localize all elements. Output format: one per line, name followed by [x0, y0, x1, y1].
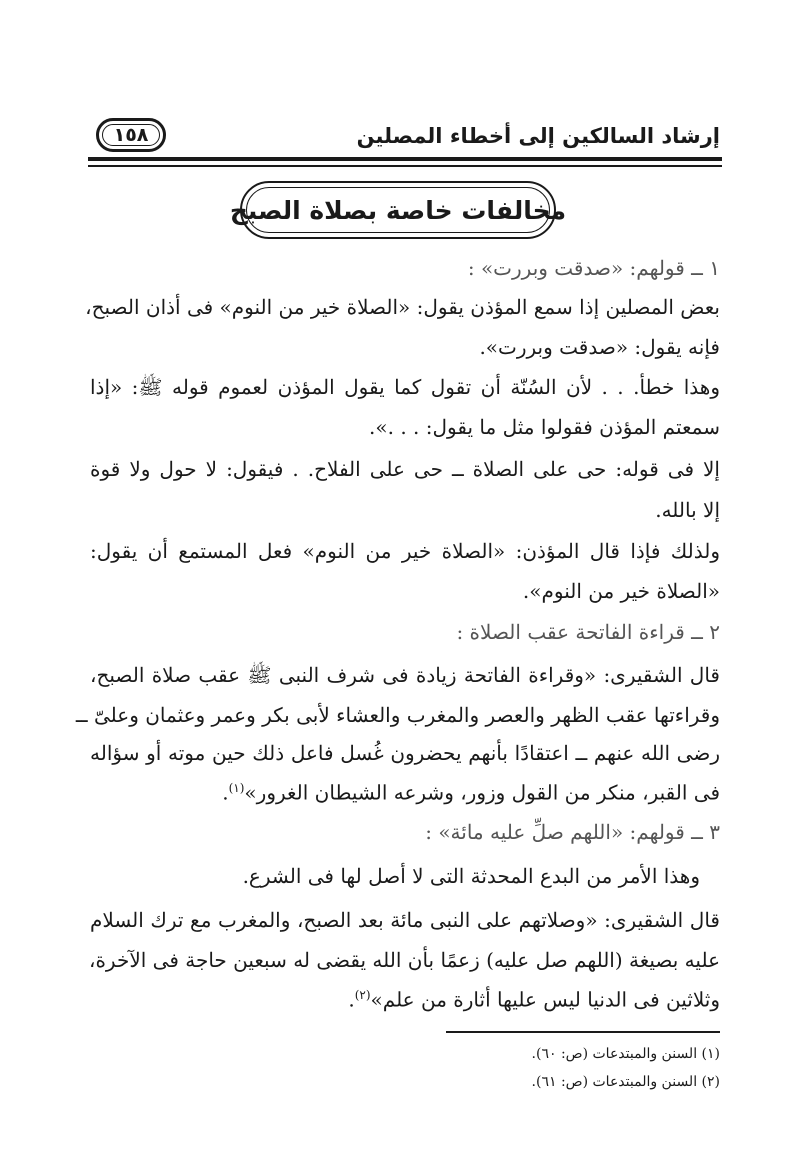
- chapter-title-frame: [229, 181, 567, 239]
- paragraph-line: عليه بصيغة (اللهم صل عليه) زعمًا بأن الله يقضى له سبعين حاجة فى الآخرة،: [89, 948, 720, 972]
- paragraph-line: وهذا الأمر من البدع المحدثة التى لا أصل لها فى الشرع.: [242, 864, 700, 888]
- paragraph-line: إلا بالله.: [655, 498, 720, 522]
- paragraph-line: قال الشقيرى: «وقراءة الفاتحة زيادة فى شرف النبى ﷺ عقب صلاة الصبح،: [90, 663, 720, 687]
- paragraph-line: قال الشقيرى: «وصلاتهم على النبى مائة بعد الصبح، والمغرب مع ترك السلام: [90, 908, 720, 932]
- paragraph-line: وقراءتها عقب الظهر والعصر والمغرب والعشاء لأبى بكر وعمر وعثمان وعلىّ ــ: [75, 703, 720, 727]
- footnote-2: (٢) السنن والمبتدعات (ص: ٦١).: [531, 1074, 720, 1090]
- paragraph-line: فى القبر، منكر من القول وزور، وشرعه الشيطان الغرور»$^{(١)}$.: [222, 780, 720, 805]
- page-number: ١٥٨: [113, 124, 149, 146]
- paragraph-text: فى القبر، منكر من القول وزور، وشرعه الشيطان الغرور»: [244, 780, 720, 805]
- footnote-marker: (١): [228, 781, 245, 795]
- chapter-title: مخالفات خاصة بصلاة الصبح: [229, 195, 567, 225]
- paragraph-line: رضى الله عنهم ــ اعتقادًا بأنهم يحضرون غُسل فاعل ذلك حين موته أو سؤاله: [90, 741, 720, 765]
- page-number-badge: [96, 118, 166, 152]
- footnote-1: (١) السنن والمبتدعات (ص: ٦٠).: [531, 1046, 720, 1062]
- book-title: إرشاد السالكين إلى أخطاء المصلين: [356, 124, 720, 148]
- header-rule: [88, 157, 722, 161]
- paragraph-line: ولذلك فإذا قال المؤذن: «الصلاة خير من النوم» فعل المستمع أن يقول:: [90, 539, 720, 563]
- section-heading-2: ٢ ــ قراءة الفاتحة عقب الصلاة :: [456, 620, 720, 644]
- footnote-rule: [446, 1031, 720, 1033]
- paragraph-line: سمعتم المؤذن فقولوا مثل ما يقول: . . .».: [369, 415, 720, 439]
- footnote-marker: (٢): [354, 988, 371, 1002]
- paragraph-line: وثلاثين فى الدنيا ليس عليها أثارة من علم»$^{(٢)}$.: [348, 987, 720, 1012]
- paragraph-text: وثلاثين فى الدنيا ليس عليها أثارة من علم»: [370, 987, 720, 1012]
- paragraph-line: بعض المصلين إذا سمع المؤذن يقول: «الصلاة خير من النوم» فى أذان الصبح،: [85, 295, 720, 319]
- running-header: [88, 118, 720, 162]
- paragraph-line: «الصلاة خير من النوم».: [522, 579, 720, 603]
- header-rule-thin: [88, 165, 722, 167]
- paragraph-line: وهذا خطأ. . . لأن السُنّة أن تقول كما يقول المؤذن لعموم قوله ﷺ: «إذا: [90, 375, 720, 399]
- paragraph-line: إلا فى قوله: حى على الصلاة ــ حى على الفلاح. . فيقول: لا حول ولا قوة: [90, 457, 720, 481]
- section-heading-3: ٣ ــ قولهم: «اللهم صلِّ عليه مائة» :: [425, 820, 720, 844]
- paragraph-line: فإنه يقول: «صدقت وبررت».: [479, 335, 720, 359]
- section-heading-1: ١ ــ قولهم: «صدقت وبررت» :: [467, 256, 720, 280]
